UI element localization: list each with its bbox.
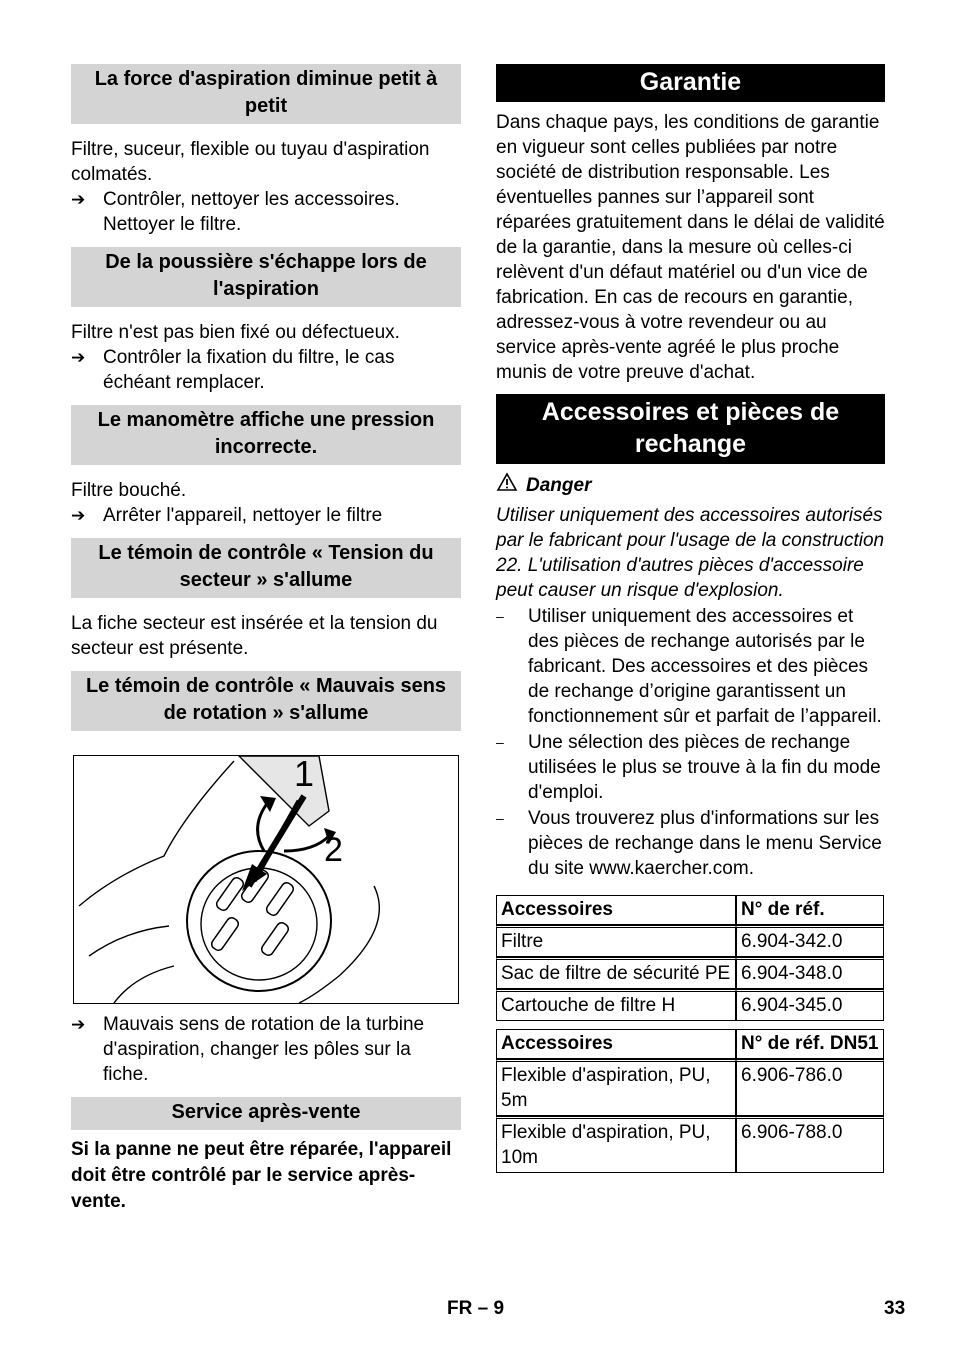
table-header: N° de réf. DN51 [736,1029,884,1059]
warning-triangle-icon [496,472,526,499]
danger-label: Danger [526,475,592,496]
table-cell: Sac de filtre de sécurité PE [496,957,736,989]
table-cell: Filtre [496,925,736,957]
arrow-right-icon: ➔ [71,348,86,367]
heading-suction-decreasing: La force d'aspiration diminue petit à petit [71,64,461,124]
danger-text: Utiliser uniquement des accessoires autorisés par le fabricant pour l'usage de la construction 22. L'utilisation d'autres pièces d'accessoire peut causer un risque d'explosion. [496,505,885,601]
table-header: N° de réf. [736,895,884,925]
action-item [71,345,461,395]
heading-garantie: Garantie [496,64,885,102]
dash-bullet: – [496,810,504,826]
heading-accessoires: Accessoires et pièces de rechange [496,394,885,464]
list-item-text: Vous trouverez plus d'informations sur les pièces de rechange dans le menu Service du site www.kaercher.com. [528,808,882,879]
table-row [496,925,884,957]
action-text: Mauvais sens de rotation de la turbine d'aspiration, changer les pôles sur la fiche. [103,1014,425,1085]
figure-label-2: 2 [324,831,343,869]
figure-label-1: 1 [294,756,315,794]
arrow-right-icon: ➔ [71,506,86,525]
table-cell: 6.906-786.0 [736,1059,884,1116]
heading-rotation-lamp: Le témoin de contrôle « Mauvais sens de rotation » s'allume [71,671,461,731]
footer-language: FR [447,1298,473,1319]
table-row [496,1116,884,1173]
list-item-text: Utiliser uniquement des accessoires et des pièces de rechange autorisés par le fabricant. Des accessoires et des pièces de rechange d’origine garantissent un fonctionnement sûr et parfait de l’appareil. [528,606,882,727]
cause-text: Filtre n'est pas bien fixé ou défectueux. [71,322,400,343]
plug-figure [73,755,459,1004]
dash-bullet: – [496,734,504,750]
heading-service: Service après-vente [71,1097,461,1130]
heading-manometer: Le manomètre affiche une pression incorrecte. [71,405,461,465]
heading-dust-escaping: De la poussière s'échappe lors de l'aspiration [71,247,461,307]
table-cell: 6.904-345.0 [736,989,884,1021]
table-header: Accessoires [496,1029,736,1059]
footer-language-page [447,1298,504,1320]
footer-page-number: 33 [884,1298,906,1319]
list-item [496,730,885,805]
table-cell: 6.906-788.0 [736,1116,884,1173]
heading-mains-voltage-lamp: Le témoin de contrôle « Tension du secteur » s'allume [71,538,461,598]
list-item [496,806,885,881]
list-item-text: Une sélection des pièces de rechange utilisées le plus se trouve à la fin du mode d'emploi. [528,732,881,803]
action-item [71,187,461,237]
table-row [496,989,884,1021]
plug-illustration [74,756,452,1003]
table-row [496,1059,884,1116]
table-cell: Flexible d'aspiration, PU, 10m [496,1116,736,1173]
left-column [71,64,461,1215]
service-note: Si la panne ne peut être réparée, l'appareil doit être contrôlé par le service après-vente. [71,1139,452,1212]
action-text: Arrêter l'appareil, nettoyer le filtre [103,505,383,526]
table-cell: 6.904-348.0 [736,957,884,989]
right-column [496,64,885,1173]
table-header: Accessoires [496,895,736,925]
action-text: Contrôler la fixation du filtre, le cas échéant remplacer. [103,347,395,393]
footer-section-page: – 9 [477,1298,505,1319]
cause-text: Filtre bouché. [71,480,187,501]
table-cell: 6.904-342.0 [736,925,884,957]
arrow-right-icon: ➔ [71,190,86,209]
list-item [496,604,885,729]
cause-text: Filtre, suceur, flexible ou tuyau d'aspiration colmatés. [71,139,430,185]
accessories-table-2 [496,1029,884,1173]
table-row [496,957,884,989]
danger-line [496,472,885,499]
accessories-table-1 [496,895,884,1021]
arrow-right-icon: ➔ [71,1015,86,1034]
action-text: Contrôler, nettoyer les accessoires. Nettoyer le filtre. [103,189,400,235]
garantie-text: Dans chaque pays, les conditions de garantie en vigueur sont celles publiées par notre société de distribution responsable. Les éventuelles pannes sur l’appareil sont réparées gratuitement dans le délai de validité de la garantie, dans la mesure où celles-ci relèvent d'un défaut matériel ou d'un vice de fabrication. En cas de recours en garantie, adressez-vous à votre revendeur ou au service après-vente agréé le plus proche munis de votre preuve d'achat. [496,112,885,383]
action-item [71,503,461,528]
table-cell: Flexible d'aspiration, PU, 5m [496,1059,736,1116]
action-item [71,1012,461,1087]
cause-text: La fiche secteur est insérée et la tension du secteur est présente. [71,613,438,659]
dash-bullet: – [496,608,504,624]
table-cell: Cartouche de filtre H [496,989,736,1021]
